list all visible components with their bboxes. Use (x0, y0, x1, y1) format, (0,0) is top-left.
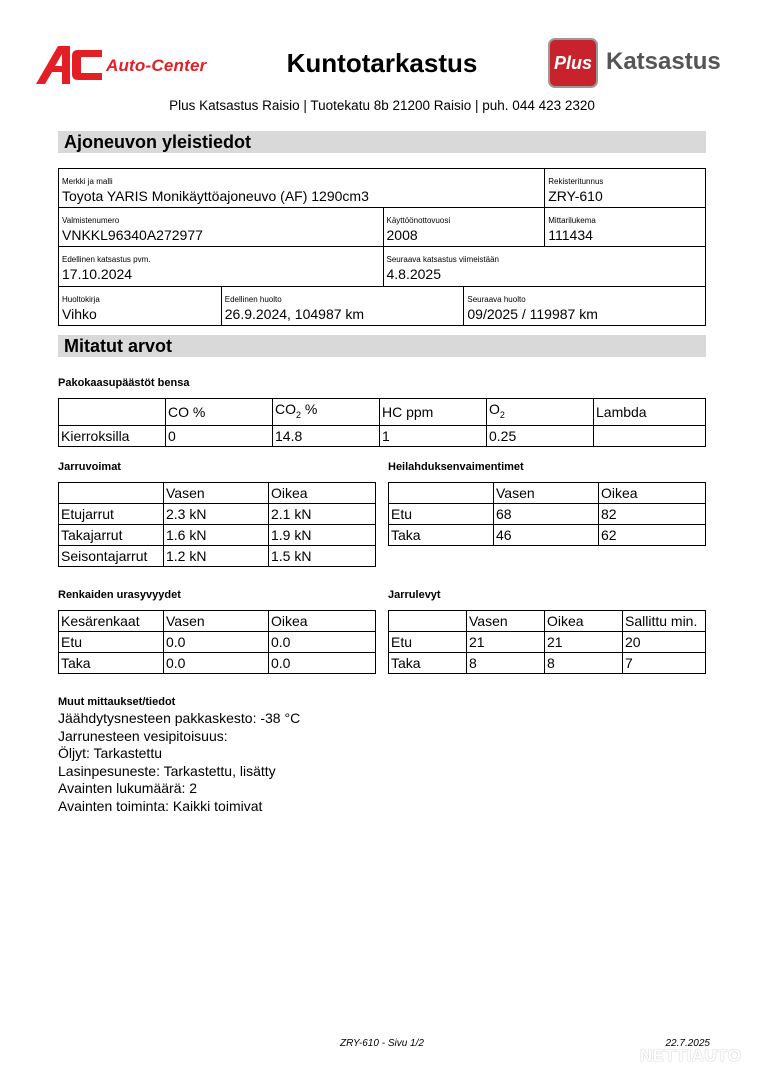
table-cell: Etujarrut (59, 504, 164, 525)
table-cell: 8 (467, 653, 545, 674)
list-item: Jäähdytysnesteen pakkaskesto: -38 °C (58, 710, 301, 726)
co2-subscript: 2 (296, 409, 302, 420)
table-row (389, 632, 706, 653)
brakes-title: Jarruvoimat (58, 461, 121, 473)
table-cell: 82 (599, 504, 706, 525)
table-header-row (389, 611, 706, 632)
page-title: Kuntotarkastus (286, 48, 478, 78)
table-cell: Vasen (164, 611, 269, 632)
info-cell-make-model (58, 168, 545, 208)
table-cell: Vasen (467, 611, 545, 632)
table-cell: 46 (494, 525, 599, 546)
info-cell-service-book (58, 286, 222, 327)
o2-subscript: 2 (499, 409, 505, 420)
info-row (58, 287, 706, 327)
table-header-row (59, 611, 376, 632)
table-cell (389, 483, 494, 504)
info-label: Seuraava huolto (467, 294, 526, 304)
info-label: Käyttöönottovuosi (386, 215, 451, 225)
info-cell-year (383, 207, 546, 248)
page-number: ZRY-610 - Sivu 1/2 (340, 1038, 424, 1049)
table-cell: Oikea (599, 483, 706, 504)
list-item: Avainten toiminta: Kaikki toimivat (58, 797, 263, 814)
list-item: Jarrunesteen vesipitoisuus: (58, 727, 228, 744)
table-cell: Etu (389, 504, 494, 525)
table-cell-o2-header (487, 399, 594, 426)
table-cell: Takajarrut (59, 525, 164, 546)
table-cell: Taka (389, 653, 467, 674)
table-row (389, 525, 706, 546)
info-value: 09/2025 / 119987 km (467, 305, 598, 322)
info-cell-next-service (463, 286, 706, 327)
plus-katsastus-logo (548, 38, 738, 88)
table-cell: 2.3 kN (164, 504, 269, 525)
section-heading-measured: Mitatut arvot (58, 335, 706, 357)
brakes-table (58, 482, 376, 567)
list-item: Lasinpesuneste: Tarkastettu, lisätty (58, 762, 276, 779)
table-cell: Kesärenkaat (59, 611, 164, 632)
table-row (59, 632, 376, 653)
table-cell-co2-header (273, 399, 380, 426)
table-cell: 0.0 (164, 632, 269, 653)
plus-badge: Plus (548, 38, 598, 88)
info-label: Mittarilukema (548, 215, 596, 225)
o2-symbol: O (489, 401, 500, 417)
table-cell: 1.6 kN (164, 525, 269, 546)
info-value: VNKKL96340A272977 (62, 226, 203, 243)
tires-table (58, 610, 376, 674)
info-value: 17.10.2024 (62, 266, 133, 282)
table-cell: 1.9 kN (269, 525, 376, 546)
info-cell-prev-service (221, 286, 465, 327)
contact-line: Plus Katsastus Raisio | Tuotekatu 8b 21200 Raisio | puh. 044 423 2320 (169, 98, 595, 113)
table-row (59, 504, 376, 525)
table-cell: 1 (380, 425, 487, 446)
info-row (58, 168, 706, 208)
table-cell: Seisontajarrut (59, 546, 164, 567)
table-cell: Sallittu min. (623, 611, 706, 632)
table-cell: Etu (389, 632, 467, 653)
co2-symbol: CO (275, 401, 296, 417)
auto-center-logo-text: Auto-Center (106, 56, 207, 75)
info-value: 111434 (548, 226, 593, 243)
table-cell: Vasen (494, 483, 599, 504)
auto-center-logo (36, 44, 236, 86)
table-cell (389, 611, 467, 632)
table-cell: 8 (545, 653, 623, 674)
table-cell: 0.25 (487, 425, 594, 446)
table-cell: 68 (494, 504, 599, 525)
table-cell (59, 399, 166, 426)
table-row (389, 653, 706, 674)
katsastus-wordmark: Katsastus (606, 48, 721, 75)
info-label: Edellinen katsastus pvm. (62, 255, 151, 264)
info-label: Merkki ja malli (62, 177, 113, 186)
table-cell: Oikea (269, 611, 376, 632)
info-value: Toyota YARIS Monikäyttöajoneuvo (AF) 1290cm3 (62, 188, 369, 204)
info-label: Huoltokirja (62, 294, 100, 304)
table-cell: 1.5 kN (269, 546, 376, 567)
discs-table (388, 610, 706, 674)
table-cell: Taka (389, 525, 494, 546)
table-row (389, 504, 706, 525)
discs-title: Jarrulevyt (388, 589, 441, 601)
info-value: Vihko (62, 305, 97, 322)
info-cell-prev-inspection (58, 246, 384, 287)
table-cell: Vasen (164, 483, 269, 504)
table-cell: 14.8 (273, 425, 380, 446)
emissions-table (58, 398, 706, 447)
table-cell: HC ppm (380, 399, 487, 426)
info-label: Edellinen huolto (224, 294, 282, 304)
info-cell-next-inspection (383, 246, 707, 287)
table-cell (59, 483, 164, 504)
section-heading-general: Ajoneuvon yleistiedot (58, 131, 706, 153)
table-cell: Oikea (545, 611, 623, 632)
table-cell: 1.2 kN (164, 546, 269, 567)
info-label: Valmistenumero (62, 215, 120, 225)
table-cell: 0.0 (269, 653, 376, 674)
table-cell: 62 (599, 525, 706, 546)
info-label: Rekisteritunnus (548, 177, 604, 186)
other-measurements-list (58, 710, 300, 816)
info-value: 26.9.2024, 104987 km (224, 305, 365, 322)
tires-title: Renkaiden urasyvyydet (58, 589, 181, 601)
table-cell: Kierroksilla (59, 425, 166, 446)
co2-unit: % (301, 401, 318, 417)
shocks-title: Heilahduksenvaimentimet (388, 461, 524, 473)
emissions-title: Pakokaasupäästöt bensa (58, 377, 190, 389)
table-cell: 20 (623, 632, 706, 653)
list-item: Öljyt: Tarkastettu (58, 745, 163, 762)
table-cell: Taka (59, 653, 164, 674)
table-cell: 21 (545, 632, 623, 653)
info-cell-registration (544, 168, 706, 208)
table-row (59, 653, 376, 674)
table-cell: 2.1 kN (269, 504, 376, 525)
table-cell: 7 (623, 653, 706, 674)
table-cell: 0 (166, 425, 273, 446)
table-header-row (59, 399, 706, 426)
info-label: Seuraava katsastus viimeistään (386, 255, 499, 264)
shocks-table (388, 482, 706, 546)
table-cell: 0.0 (269, 632, 376, 653)
table-row (59, 546, 376, 567)
info-cell-odometer (544, 207, 706, 248)
nettiauto-watermark: NETTIAUTO (640, 1046, 742, 1065)
other-measurements-title: Muut mittaukset/tiedot (58, 696, 176, 708)
table-cell: CO % (166, 399, 273, 426)
vehicle-info-grid (58, 168, 706, 326)
table-cell: Lambda (594, 399, 706, 426)
table-header-row (389, 483, 706, 504)
table-row (59, 425, 706, 446)
info-value: ZRY-610 (548, 188, 603, 204)
table-row (59, 525, 376, 546)
ac-monogram-icon (36, 44, 104, 86)
table-header-row (59, 483, 376, 504)
table-cell: Oikea (269, 483, 376, 504)
info-value: 4.8.2025 (386, 266, 441, 282)
print-date: 22.7.2025 (665, 1038, 710, 1049)
info-row (58, 208, 706, 248)
info-cell-vin (58, 207, 384, 248)
table-cell: 21 (467, 632, 545, 653)
table-cell: 0.0 (164, 653, 269, 674)
list-item: Avainten lukumäärä: 2 (58, 780, 198, 797)
table-cell: Etu (59, 632, 164, 653)
table-cell (594, 425, 706, 446)
info-value: 2008 (386, 226, 418, 243)
info-row (58, 247, 706, 287)
